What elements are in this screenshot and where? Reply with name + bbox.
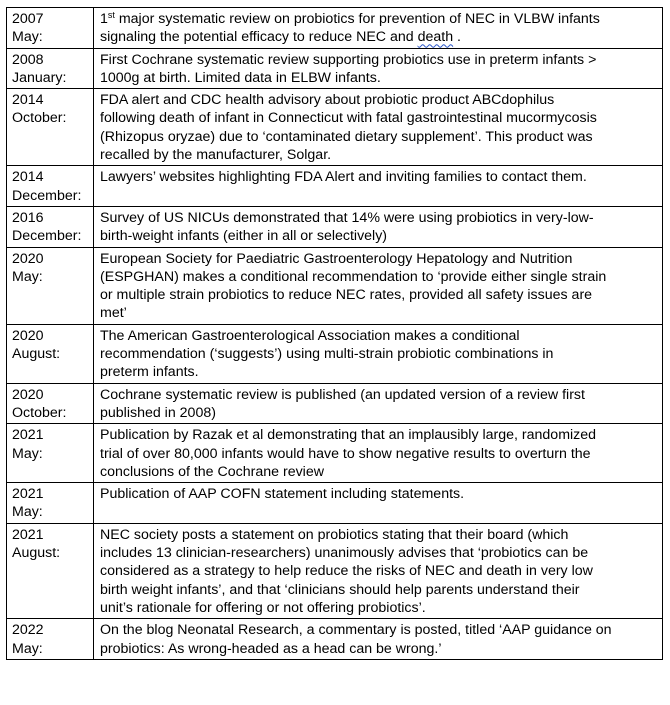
event-cell <box>94 247 663 324</box>
date-cell <box>7 206 94 247</box>
date-cell <box>7 324 94 383</box>
year: 2022 <box>12 622 44 639</box>
month: May: <box>12 504 43 521</box>
month: August: <box>12 545 61 562</box>
date-cell <box>7 424 94 483</box>
event-line: preterm infants. <box>100 364 199 381</box>
timeline-table <box>6 7 663 660</box>
date-cell <box>7 247 94 324</box>
table-row <box>7 206 663 247</box>
event-line: First Cochrane systematic review supporting probiotics use in preterm infants > <box>100 51 597 68</box>
year: 2014 <box>12 92 44 109</box>
table-row <box>7 383 663 424</box>
month: October: <box>12 110 67 127</box>
event-cell <box>94 166 663 207</box>
table-row <box>7 166 663 207</box>
event-cell <box>94 206 663 247</box>
event-line: NEC society posts a statement on probiotics stating that their board (which <box>100 526 569 543</box>
event-cell <box>94 8 663 49</box>
year: 2021 <box>12 526 44 543</box>
event-cell <box>94 89 663 166</box>
event-line: unit’s rationale for offering or not offering probiotics’. <box>100 599 426 616</box>
year: 2008 <box>12 51 44 68</box>
date-cell <box>7 89 94 166</box>
event-text: signaling the potential efficacy to reduce NEC and death . <box>100 29 461 46</box>
event-line: (ESPGHAN) makes a conditional recommendation to ‘provide either single strain <box>100 268 607 285</box>
year: 2007 <box>12 11 44 27</box>
event-line: or multiple strain probiotics to reduce NEC rates, provided all safety issues are <box>100 287 593 304</box>
event-line: published in 2008) <box>100 404 216 421</box>
event-line: birth-weight infants (either in all or selectively) <box>100 228 388 245</box>
event-line: conclusions of the Cochrane review <box>100 463 324 480</box>
table-row <box>7 324 663 383</box>
table-row <box>7 424 663 483</box>
table-row <box>7 247 663 324</box>
spellcheck-underline: death <box>417 29 454 46</box>
event-cell <box>94 483 663 524</box>
year: 2021 <box>12 427 44 444</box>
event-line: Publication of AAP COFN statement including statements. <box>100 486 465 503</box>
event-cell <box>94 324 663 383</box>
table-row <box>7 8 663 49</box>
month: August: <box>12 346 61 363</box>
event-line: probiotics: As wrong-headed as a head can be wrong.’ <box>100 640 442 657</box>
table-row <box>7 89 663 166</box>
event-line: (Rhizopus oryzae) due to ‘contaminated dietary supplement’. This product was <box>100 128 593 145</box>
year: 2020 <box>12 386 44 403</box>
month: May: <box>12 640 43 657</box>
year: 2020 <box>12 327 44 344</box>
event-text: major systematic review on probiotics for prevention of NEC in VLBW infants <box>114 11 600 27</box>
date-cell <box>7 8 94 49</box>
event-cell <box>94 424 663 483</box>
event-line: birth weight infants’, and that ‘clinicians should help parents understand their <box>100 581 580 598</box>
month: October: <box>12 404 67 421</box>
year: 2016 <box>12 209 44 226</box>
event-cell <box>94 523 663 618</box>
event-line: Survey of US NICUs demonstrated that 14% were using probiotics in very-low- <box>100 209 594 226</box>
ordinal-suffix: st <box>107 10 115 20</box>
date-cell <box>7 483 94 524</box>
event-line: includes 13 clinician-researchers) unanimously advises that ‘probiotics can be <box>100 545 589 562</box>
event-cell <box>94 48 663 89</box>
date-cell <box>7 619 94 660</box>
event-line: FDA alert and CDC health advisory about probiotic product ABCdophilus <box>100 92 555 109</box>
event-line <box>100 10 658 28</box>
event-line: On the blog Neonatal Research, a commentary is posted, titled ‘AAP guidance on <box>100 622 612 639</box>
month: May: <box>12 268 43 285</box>
table-row <box>7 523 663 618</box>
date-cell <box>7 48 94 89</box>
event-line: following death of infant in Connecticut with fatal gastrointestinal mucormycosis <box>100 110 597 127</box>
month: January: <box>12 69 67 86</box>
event-cell <box>94 383 663 424</box>
event-line: trial of over 80,000 infants would have to show negative results to overturn the <box>100 445 591 462</box>
date-cell <box>7 383 94 424</box>
event-line: 1000g at birth. Limited data in ELBW infants. <box>100 69 381 86</box>
year: 2020 <box>12 250 44 267</box>
event-line: considered as a strategy to help reduce the risks of NEC and death in very low <box>100 563 593 580</box>
event-line: recalled by the manufacturer, Solgar. <box>100 147 332 164</box>
date-cell <box>7 166 94 207</box>
event-line: met’ <box>100 305 127 322</box>
table-row <box>7 483 663 524</box>
event-cell <box>94 619 663 660</box>
month: May: <box>12 29 43 46</box>
event-line: recommendation (‘suggests’) using multi-strain probiotic combinations in <box>100 346 554 363</box>
month: May: <box>12 445 43 462</box>
year: 2014 <box>12 169 44 186</box>
month: December: <box>12 187 82 204</box>
event-line: Cochrane systematic review is published (an updated version of a review first <box>100 386 585 403</box>
event-line: European Society for Paediatric Gastroenterology Hepatology and Nutrition <box>100 250 573 267</box>
event-line: The American Gastroenterological Association makes a conditional <box>100 327 520 344</box>
event-line: Publication by Razak et al demonstrating that an implausibly large, randomized <box>100 427 597 444</box>
year: 2021 <box>12 486 44 503</box>
event-line: Lawyers’ websites highlighting FDA Alert and inviting families to contact them. <box>100 169 587 186</box>
table-row <box>7 48 663 89</box>
month: December: <box>12 228 82 245</box>
event-line <box>100 28 658 46</box>
date-cell <box>7 523 94 618</box>
ordinal-number: 1 <box>100 11 108 27</box>
table-row <box>7 619 663 660</box>
